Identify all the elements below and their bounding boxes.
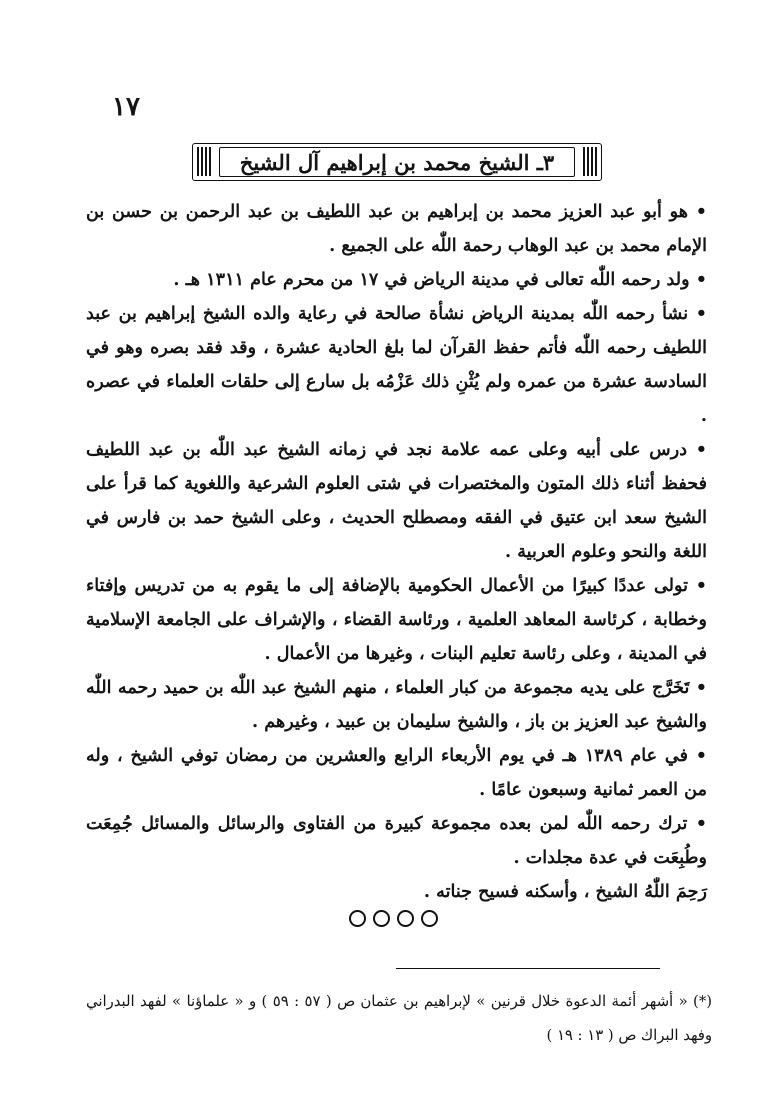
ornament-circle xyxy=(421,910,438,927)
frame-ornament-right xyxy=(583,147,597,176)
ornament-circle xyxy=(349,910,366,927)
section-title-frame xyxy=(192,143,602,181)
paragraph-death: • في عام ١٣٨٩ هـ في يوم الأربعاء الرابع والعشرين من رمضان توفي الشيخ ، وله من العمر ثمانية وسبعون عامًا . xyxy=(86,745,707,800)
section-title-box xyxy=(219,147,575,177)
section-end-ornament xyxy=(349,910,438,927)
paragraph-students: • تَخَرَّج على يديه مجموعة من كبار العلماء ، منهم الشيخ عبد اللّٰه بن حميد رحمه اللّٰه والشيخ عبد العزيز بن باز ، والشيخ سليمان بن عبيد ، وغيرهم . xyxy=(86,677,707,732)
paragraph-positions: • تولى عددًا كبيرًا من الأعمال الحكومية بالإضافة إلى ما يقوم به من تدريس وإفتاء وخطابة ، كرئاسة المعاهد العلمية ، ورئاسة القضاء ، والإشراف على الجامعة الإسلامية في المدينة ، وعلى رئاسة تعليم البنات ، وغيرها من الأعمال . xyxy=(86,575,707,664)
footnote-divider xyxy=(396,968,660,969)
frame-ornament-left xyxy=(197,147,211,176)
section-title: ٣ـ الشيخ محمد بن إبراهيم آل الشيخ xyxy=(239,149,555,175)
footnote: (*) « أشهر أئمة الدعوة خلال قرنين » لإبراهيم بن عثمان ص ( ٥٧ : ٥٩ ) و « علماؤنا » لفهد البدراني وفهد البراك ص ( ١٣ : ١٩ ) xyxy=(86,993,712,1044)
ornament-circle xyxy=(373,910,390,927)
paragraph-lineage: • هو أبو عبد العزيز محمد بن إبراهيم بن عبد اللطيف بن عبد الرحمن بن حسن بن الإمام محمد بن عبد الوهاب رحمة اللّٰه على الجميع . xyxy=(86,201,707,256)
paragraph-works: • ترك رحمه اللّٰه لمن بعده مجموعة كبيرة من الفتاوى والرسائل والمسائل جُمِعَت وطُبِعَت في عدة مجلدات . xyxy=(86,813,707,868)
page-number: ١٧ xyxy=(112,92,140,122)
biography-body xyxy=(86,195,707,909)
paragraph-upbringing: • نشأ رحمه اللّٰه بمدينة الرياض نشأة صالحة في رعاية والده الشيخ إبراهيم بن عبد اللطيف رحمه اللّٰه فأتم حفظ القرآن لما بلغ الحادية عشرة ، وقد فقد بصره وهو في السادسة عشرة من عمره ولم يُثْنِ ذلك عَزْمُه بل سارع إلى حلقات العلماء في عصره . xyxy=(86,303,707,426)
ornament-circle xyxy=(397,910,414,927)
paragraph-studies: • درس على أبيه وعلى عمه علامة نجد في زمانه الشيخ عبد اللّٰه بن عبد اللطيف فحفظ أثناء ذلك المتون والمختصرات في شتى العلوم الشرعية واللغوية كما قرأ على الشيخ سعد ابن عتيق في الفقه ومصطلح الحديث ، وعلى الشيخ حمد بن فارس في اللغة والنحو وعلوم العربية . xyxy=(86,439,707,562)
paragraph-birth: • ولد رحمه اللّٰه تعالى في مدينة الرياض في ١٧ من محرم عام ١٣١١ هـ . xyxy=(173,269,707,290)
closing-prayer: رَحِمَ اللّٰهُ الشيخ ، وأسكنه فسيح جناته . xyxy=(423,881,707,902)
